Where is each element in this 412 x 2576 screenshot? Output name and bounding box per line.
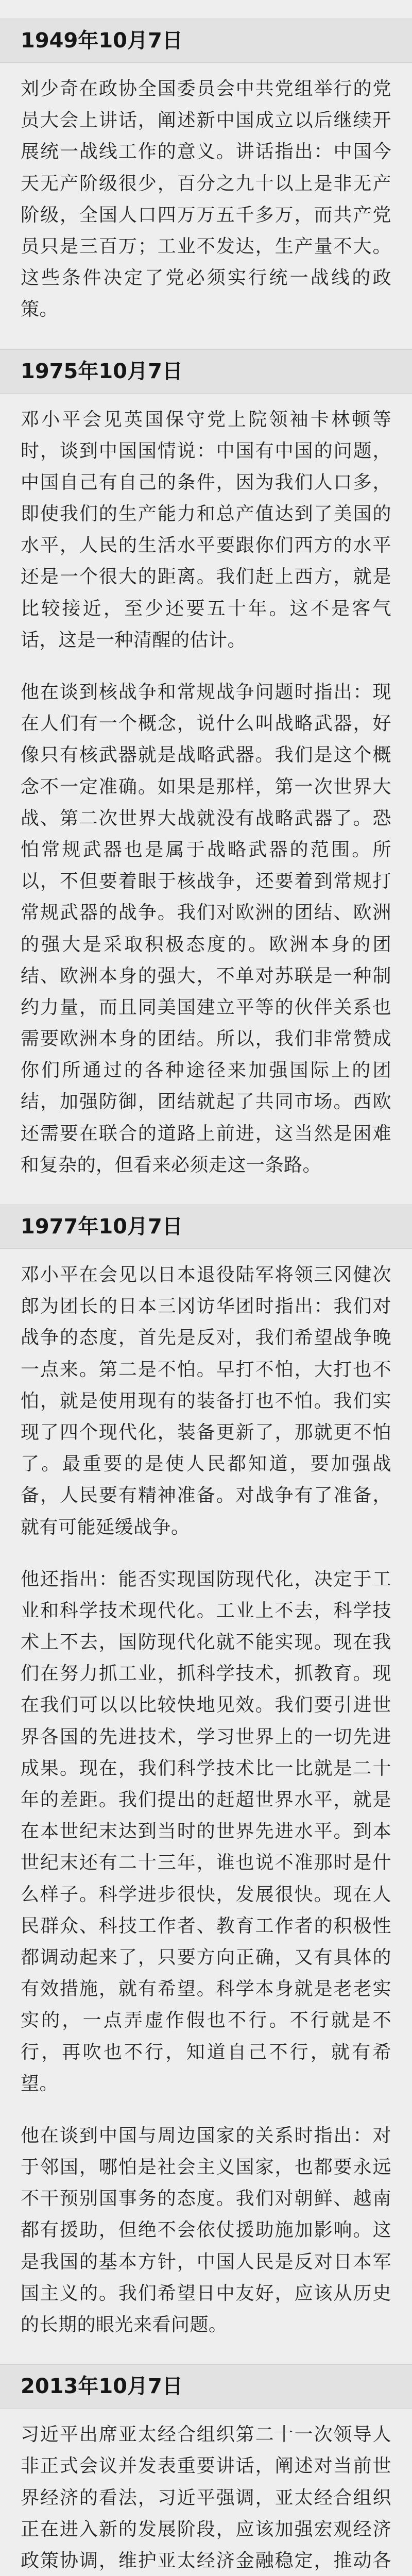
- entry-date-bar: [0, 2364, 412, 2409]
- paragraph: 他还指出：能否实现国防现代化，决定于工业和科学技术现代化。工业上不去，科学技术上不去，国防现代化就不能实现。现在我们在努力抓工业，抓科学技术，抓教育。现在我们可以以比较快地见效。我们要引进世界各国的先进技术，学习世界上的一切先进成果。现在，我们科学技术比一比就是二十年的差距。我们提出的赶超世界水平，就是在本世纪末达到当时的世界先进水平。到本世纪末还有二十三年，谁也说不准那时是什么样子。科学进步很快，发展很快。现在人民群众、科技工作者、教育工作者的积极性都调动起来了，只要方向正确，又有具体的有效措施，就有希望。科学本身就是老老实实的，一点弄虚作假也不行。不行就是不行，再吹也不行，知道自己不行，就有希望。: [21, 1568, 391, 2094]
- entry-1949: [6, 19, 406, 349]
- entry-date-bar: [0, 19, 412, 63]
- entry-date: 2013年10月7日: [21, 2375, 183, 2399]
- paragraph: 他在谈到核战争和常规战争问题时指出：现在人们有一个概念，说什么叫战略武器，好像只有核武器就是战略武器。我们是这个概念不一定准确。如果是那样，第一次世界大战、第二次世界大战就没有战略武器了。恐怕常规武器也是属于战略武器的范围。所以，不但要着眼于核战争，还要着到常规打常规武器的战争。我们对欧洲的团结、欧洲的强大是采取积极态度的。欧洲本身的团结、欧洲本身的强大，不单对苏联是一种制约力量，而且同美国建立平等的伙伴关系也需要欧洲本身的团结。所以，我们非常赞成你们所通过的各种途径来加强国际上的团结，加强防御，团结就起了共同市场。西欧还需要在联合的道路上前进，这当然是困难和复杂的，但看来必须走这一条路。: [21, 682, 391, 1176]
- entry-1975: [6, 349, 406, 1205]
- entry-body: [6, 394, 406, 1205]
- entry-body: [6, 2409, 406, 2576]
- entry-date-bar: [0, 1205, 412, 1249]
- paragraph: 他在谈到中国与周边国家的关系时指出：对于邻国，哪怕是社会主义国家，也都要永远不干预别国事务的态度。我们对朝鲜、越南都有援助，但绝不会依仗援助施加影响。这是我国的基本方针，中国人民是反对日本军国主义的。我们希望日中友好，应该从历史的长期的眼光来看问题。: [21, 2125, 391, 2335]
- entry-1977: [6, 1205, 406, 2364]
- paragraph: 习近平出席亚太经合组织第二十一次领导人非正式会议并发表重要讲话，阐述对当前世界经济的看法，习近平强调，亚太经合组织正在进入新的发展阶段，应该加强宏观经济政策协调，维护亚太经济金融稳定，推动各: [21, 2424, 391, 2571]
- entry-date-bar: [0, 349, 412, 394]
- entry-date: 1975年10月7日: [21, 359, 183, 383]
- entry-date: 1977年10月7日: [21, 1215, 183, 1239]
- entry-body: [6, 63, 406, 349]
- paragraph: 邓小平会见英国保守党上院领袖卡林顿等时，谈到中国国情说：中国有中国的问题，中国自己有自己的条件，因为我们人口多，即使我们的生产能力和总产值达到了美国的水平，人民的生活水平要跟你们西方的水平还是一个很大的距离。我们赶上西方，就是比较接近，至少还要五十年。这不是客气话，这是一种清醒的估计。: [21, 409, 391, 651]
- entry-body: [6, 1249, 406, 2364]
- entry-2013: [6, 2364, 406, 2576]
- entry-date: 1949年10月7日: [21, 29, 183, 53]
- paragraph: 刘少奇在政协全国委员会中共党组举行的党员大会上讲话，阐述新中国成立以后继续开展统一战线工作的意义。讲话指出：中国今天无产阶级很少，百分之九十以上是非无产阶级，全国人口四万万五千多万，而共产党员只是三百万；工业不发达，生产量不大。这些条件决定了党必须实行统一战线的政策。: [21, 78, 391, 320]
- paragraph: 邓小平在会见以日本退役陆军将领三冈健次郎为团长的日本三冈访华团时指出：我们对战争的态度，首先是反对，我们希望战争晚一点来。第二是不怕。早打不怕，大打也不怕，就是使用现有的装备打也不怕。我们实现了四个现代化，装备更新了，那就更不怕了。最重要的是使人民都知道，要加强战备，人民要有精神准备。对战争有了准备，就有可能延缓战争。: [21, 1264, 391, 1538]
